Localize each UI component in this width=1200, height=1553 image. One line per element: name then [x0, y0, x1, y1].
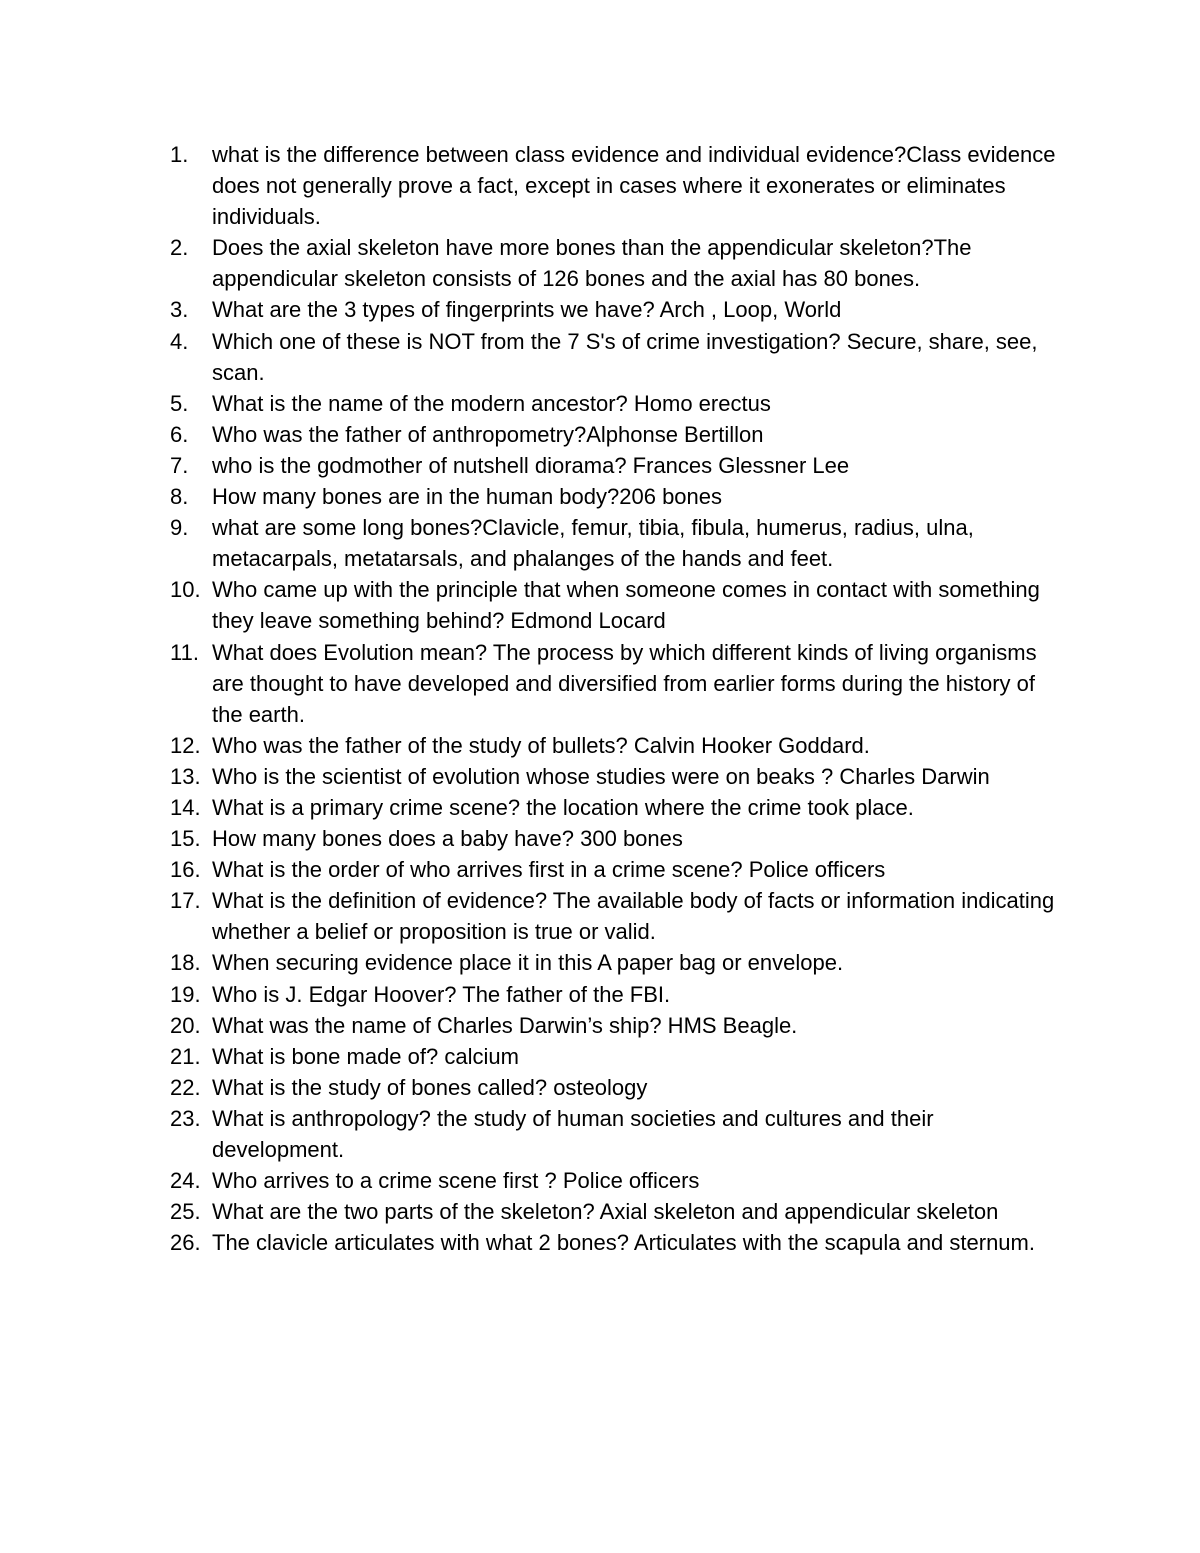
list-item [170, 232, 1060, 294]
item-number: 6. [170, 421, 189, 447]
item-text: What is the study of bones called? osteology [212, 1074, 648, 1100]
item-text: Who is J. Edgar Hoover? The father of the FBI. [212, 981, 671, 1007]
item-number: 2. [170, 235, 189, 261]
item-number: 20. [170, 1012, 201, 1038]
list-item [170, 1196, 1060, 1227]
item-number: 24. [170, 1168, 201, 1194]
item-number: 7. [170, 452, 189, 478]
list-item [170, 637, 1060, 730]
item-number: 15. [170, 826, 201, 852]
list-item [170, 294, 1060, 325]
item-text: What is the order of who arrives first in a crime scene? Police officers [212, 857, 886, 883]
item-number: 14. [170, 794, 201, 820]
list-item [170, 450, 1060, 481]
item-text: who is the godmother of nutshell diorama? Frances Glessner Lee [212, 452, 850, 478]
item-text: The clavicle articulates with what 2 bones? Articulates with the scapula and sternum. [212, 1230, 1035, 1256]
item-number: 19. [170, 981, 201, 1007]
item-number: 22. [170, 1074, 201, 1100]
item-text: Who was the father of the study of bullets? Calvin Hooker Goddard. [212, 732, 870, 758]
item-text: Who is the scientist of evolution whose studies were on beaks ? Charles Darwin [212, 763, 990, 789]
list-item [170, 854, 1060, 885]
list-item [170, 761, 1060, 792]
item-number: 23. [170, 1105, 201, 1131]
item-text: What was the name of Charles Darwin’s ship? HMS Beagle. [212, 1012, 798, 1038]
item-number: 25. [170, 1199, 201, 1225]
item-number: 1. [170, 142, 189, 167]
item-text: What is the name of the modern ancestor? Homo erectus [212, 390, 771, 416]
item-text: what are some long bones?Clavicle, femur, tibia, fibula, humerus, radius, ulna, metacarpals, metatarsals, and phalanges of the hands and feet. [212, 515, 974, 572]
item-text: what is the difference between class evidence and individual evidence?Class evidence does not generally prove a fact, except in cases where it exonerates or eliminates individuals. [212, 142, 1056, 230]
item-number: 3. [170, 297, 189, 323]
list-item [170, 388, 1060, 419]
list-item [170, 1165, 1060, 1196]
list-item [170, 1072, 1060, 1103]
list-item [170, 574, 1060, 636]
list-item [170, 792, 1060, 823]
item-text: Who was the father of anthropometry?Alphonse Bertillon [212, 421, 764, 447]
item-number: 9. [170, 515, 189, 541]
item-text: What are the two parts of the skeleton? Axial skeleton and appendicular skeleton [212, 1199, 999, 1225]
item-text: What are the 3 types of fingerprints we have? Arch , Loop, World [212, 297, 842, 323]
list-item [170, 979, 1060, 1010]
item-number: 16. [170, 857, 201, 883]
item-number: 13. [170, 763, 201, 789]
item-text: What is anthropology? the study of human societies and cultures and their development. [212, 1105, 934, 1162]
list-item [170, 481, 1060, 512]
list-item [170, 730, 1060, 761]
item-text: How many bones are in the human body?206 bones [212, 484, 723, 510]
item-number: 4. [170, 328, 189, 354]
item-number: 11. [170, 639, 199, 665]
item-text: When securing evidence place it in this A paper bag or envelope. [212, 950, 844, 976]
item-number: 26. [170, 1230, 201, 1256]
list-item [170, 139, 1060, 232]
item-text: What does Evolution mean? The process by which different kinds of living organisms are thought to have developed and diversified from earlier forms during the history of the earth. [212, 639, 1037, 727]
list-item [170, 326, 1060, 388]
list-item [170, 885, 1060, 947]
question-list [170, 139, 1060, 1258]
item-number: 5. [170, 390, 189, 416]
item-number: 8. [170, 484, 189, 510]
list-item [170, 512, 1060, 574]
list-item [170, 1227, 1060, 1258]
item-text: What is bone made of? calcium [212, 1043, 519, 1069]
item-number: 21. [170, 1043, 201, 1069]
list-item [170, 1041, 1060, 1072]
list-item [170, 947, 1060, 978]
list-item [170, 1103, 1060, 1165]
list-item [170, 419, 1060, 450]
item-text: Who came up with the principle that when someone comes in contact with something they leave something behind? Edmond Locard [212, 577, 1040, 634]
list-item [170, 1010, 1060, 1041]
item-text: Does the axial skeleton have more bones than the appendicular skeleton?The appendicular skeleton consists of 126 bones and the axial has 80 bones. [212, 235, 972, 292]
item-text: What is a primary crime scene? the location where the crime took place. [212, 794, 914, 820]
item-text: Who arrives to a crime scene first ? Police officers [212, 1168, 700, 1194]
item-text: What is the definition of evidence? The available body of facts or information indicating whether a belief or proposition is true or valid. [212, 888, 1055, 945]
item-number: 17. [170, 888, 201, 914]
item-number: 12. [170, 732, 201, 758]
item-text: Which one of these is NOT from the 7 S's of crime investigation? Secure, share, see, scan. [212, 328, 1038, 385]
item-text: How many bones does a baby have? 300 bones [212, 826, 683, 852]
item-number: 10. [170, 577, 201, 603]
list-item [170, 823, 1060, 854]
item-number: 18. [170, 950, 201, 976]
